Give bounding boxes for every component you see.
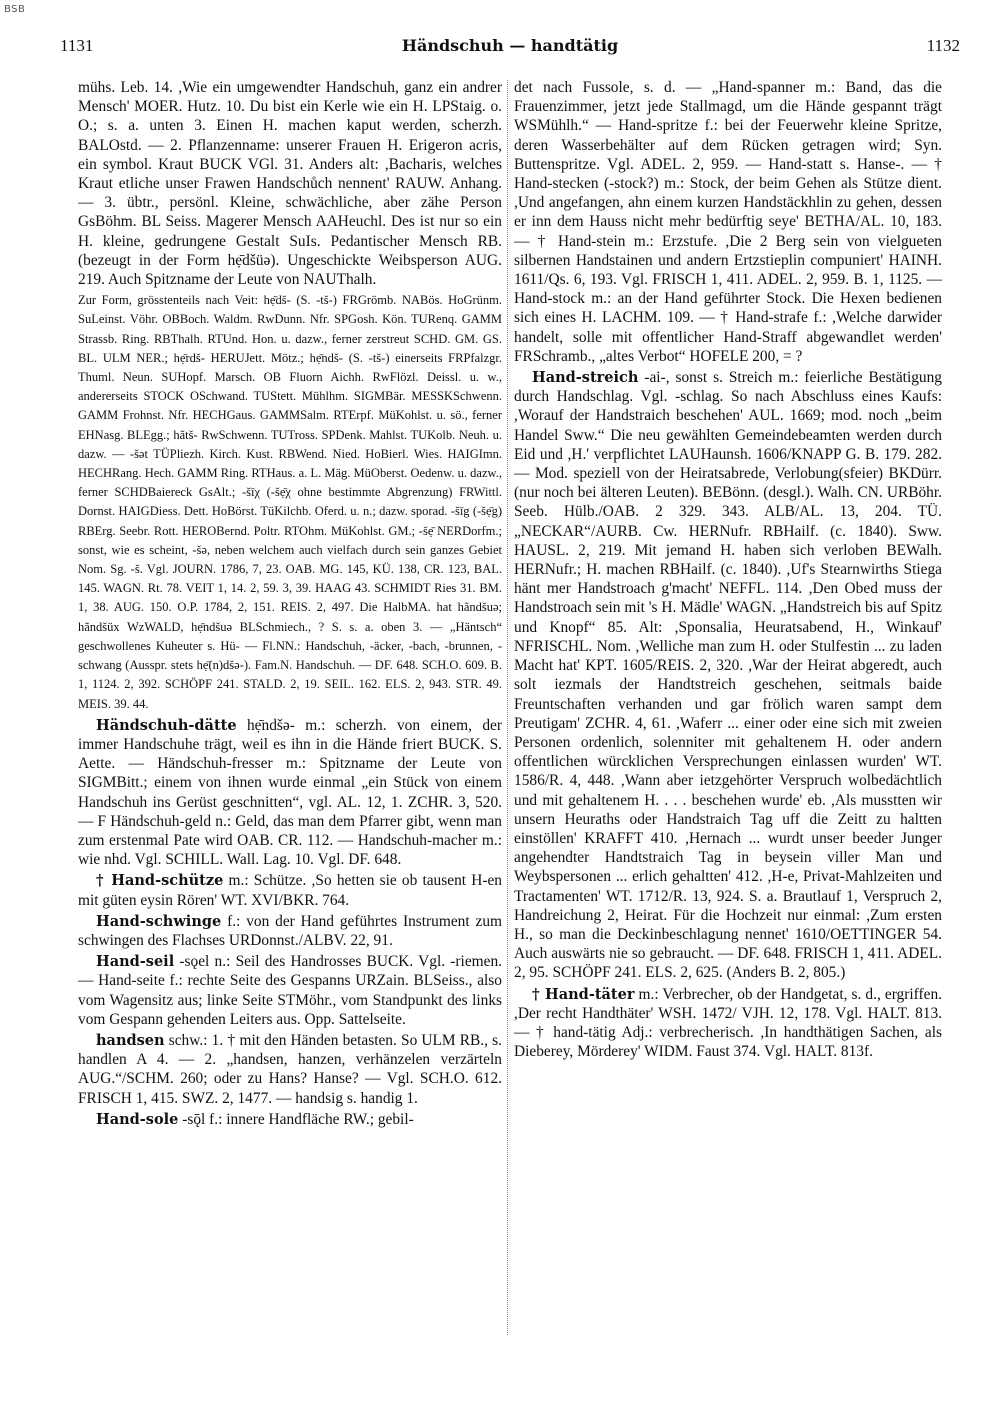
entry-text: f.: von der Hand geführtes Instrument zum schwingen des Flachses URDonnst./ALBV. 22, 91. — [78, 912, 502, 949]
page-number-right: 1132 — [926, 36, 960, 55]
entry-text: -sǫel n.: Seil des Handrosses BUCK. Vgl. -riemen. — Hand-seite f.: rechte Seite des Gespanns URZain. BLSeiss., also vom Wagensitz aus; linke Seite STMöhr., vom Standpunkt des links vom Gespann gehenden Leiters aus. Opp. Sattelseite. — [78, 953, 502, 1028]
headword: † Hand-schütze — [96, 872, 224, 890]
left-column — [78, 78, 502, 1378]
entry-text: hẹ̄ndšə- m.: scherzh. von einem, der immer Handschuhe trägt, weil es ihn in die Hände friert BUCK. S. Aette. — Händschuh-fresser m.: Spitzname der Leute von SIGMBitt.; einem von ihnen wurde einmal „ein Stück von einem Handschuh ins Gerüst geschnitten“, vgl. AL. 12, 1. ZCHR. 3, 520. — F Händschuh-geld n.: Geld, das man dem Pfarrer gibt, wenn man zum erstenmal Pate wird OAB. CR. 112. — Handschuh-macher m.: wie nhd. Vgl. SCHILL. Wall. Lag. 10. Vgl. DF. 648. — [78, 716, 502, 869]
entry-text: mühs. Leb. 14. ,Wie ein umgewendter Handschuh, ganz ein andrer Mensch' MOER. Hutz. 10. Du bist ein Kerle wie ein H. LPStaig. o. O.; s. a. unten 3. Einen H. machen kaput werden, scherzh. BALOstd. — 2. Pflanzenname: unserer Frauen H. Erigeron acris, ein symbol. Kraut BUCK VGl. 31. Anders alt: ,Bacharis, welches Kraut etliche unser Frawen Handschůch nennent' RAUW. Anhang. — 3. übtr., persönl. Kleine, schwächliche, aber zähe Person GsBöhm. BL Seiss. Magerer Mensch AAHeuchl. Des ist nur so ein H. kleine, gedrungene Gestalt SuIs. Pedantischer Mensch RB. (bezeugt in der Form hẹ̄dšüə). Ungeschickte Weibsperson AUG. 219. Auch Spitzname der Leute von NAUThalh. — [78, 79, 502, 289]
entry-text: Zur Form, grösstenteils nach Veit: hẹ̄dš- (S. -tš-) FRGrömb. NABös. HoGrünm. SuLeinst. Vöhr. OBBoch. Waldm. RwDunn. Nfr. SPGosh. Kön. TURenq. GAMM Strassb. Ring. RBThalh. RTUnd. Hon. u. dazw., ferner zerstreut SCHD. GM. GS. BL. ULM NER.; hẹ̄rdš- HERUJett. Mötz.; hẹ̄ndš- (S. -tš-) einerseits FRPfalzgr. Thuml. Neun. SUHopf. Marsch. OB Fluorn Aichh. RwFlözl. Deissl. u. w., andererseits STOCK OSchwand. TUStett. Mühlhm. SIGMBär. MESSKSchwenn. GAMM Frohnst. Nfr. HECHGaus. GAMMSalm. RTErpf. MüKohlst. u. sö., ferner EHNasg. BLEgg.; hãtš- RwSchwenn. TUTross. SPDenk. Mahlst. TUKolb. Neuh. u. dazw. — -šət TÜPliezh. Kirch. Kust. RBWend. Nied. HoBierl. Wies. HAIGImn. HECHRang. Hech. GAMM Ring. RTHaus. a. L. Mäg. MüOberst. Oedenw. u. dazw., ferner SCHDBaiereck GsAlt.; -šīχ (-šẹ̄χ ohne bestimmte Abgrenzung) FRWittl. Dornst. HAIGDiess. Dett. HoBörst. TüKilchb. Oferd. u. n.; dazw. sporad. -šīg (-šẹ̄g) RBErg. Seebr. Rott. HEROBernd. Poltr. RTOhm. MüKohlst. GM.; -šẹ̄ NERDorfm.; sonst, wie es scheint, -šə, neben welchem auch vielfach durch sein ganzes Gebiet Nom. Sg. -š. Vgl. JOURN. 1786, 7, 23. OAB. MG. 145, KÜ. 138, CR. 123, BAL. 145. WAGN. Rt. 78. VEIT 1, 14. 2, 59. 3, 39. HAAG 43. SCHMIDT Ries 31. BM. 1, 38. AUG. 150. O.P. 1784, 2, 151. REIS. 2, 497. Die HalbMA. hat hãndšuə; hãndšüx WzWALD, hẹ̄ndšuə BLSchmiech., ? S. s. a. oben 3. — „Häntsch“ geschwollenes Kuheuter s. Hü- — Fl.NN.: Handschuh, -äcker, -bach, -brunnen, -schwang (Ausspr. stets hẹ̄(n)dšə-). Fam.N. Handschuh. — DF. 648. SCH.O. 609. B. 1, 1124. 2, 392. SCHÖPF 241. STALD. 2, 19. SEIL. 162. ELS. 2, 943. STR. 49. MEIS. 39. 44. — [78, 293, 502, 711]
entry-text: -sǭl f.: innere Handfläche RW.; gebil- — [178, 1110, 414, 1128]
entry-text: schw.: 1. † mit den Händen betasten. So ULM RB., s. handlen A 4. — 2. „handsen, hanzen, verhänzelen verzärteln AUG.“/SCHM. 260; oder zu Hans? Hanse? — Vgl. SCH.O. 612. FRISCH 1, 415. SWZ. 2, 1477. — handsig s. handig 1. — [78, 1031, 502, 1107]
entry-text: m.: Schütze. ,So hetten sie ob tausent H-en mit güten eysin Rören' WT. XVI/BKR. 764. — [78, 872, 502, 909]
dictionary-paragraph — [78, 78, 502, 289]
entry-text: det nach Fussole, s. d. — „Hand-spanner m.: Band, das die Frauenzimmer, jetzt jede Stallmagd, um die Hände gespannt trägt WSMühlh.“ — Hand-spritze f.: bei der Feuerwehr kleine Spritze, deren Wasserbehälter auf dem Rücken getragen wird; Syn. Buttenspritze. Vgl. ADEL. 2, 959. — Hand-statt s. Hanse-. — † Hand-stecken (-stock?) m.: Stock, der beim Gehen als Stütze dient. ,Und angefangen, ahn einem kurzen Handstäckhlin zu gehen, dessen er inn dem Hauss nicht mehr bedürftig seye' BETHA/AL. 10, 183. — † Hand-stein m.: Erzstufe. ,Die 2 Berg sein von vielgueten silbernen Handstainen und andern Ertzstieplin compuniert' HAINH. 1611/Qs. 6, 193. Vgl. FRISCH 1, 411. ADEL. 2, 959. B. 1, 1125. — Hand-stock m.: an der Hand geführter Stock. Die Hexen bedienen sich eines H. LACHM. 109. — † Hand-strafe f.: ,Welche darwider handelt, solle mit offentlicher Hand-Straff abgewandlet werden' FRSchramb., „altes Verbot“ HOFELE 200, = ? — [514, 79, 942, 365]
headword: Hand-seil — [96, 953, 175, 971]
page-number-left: 1131 — [60, 36, 94, 55]
dictionary-paragraph — [78, 716, 502, 870]
headword: handsen — [96, 1031, 165, 1049]
dictionary-paragraph — [514, 368, 942, 983]
headword: † Hand-täter — [532, 985, 635, 1003]
dictionary-paragraph — [78, 952, 502, 1029]
entry-text: m.: Verbrecher, ob der Handgetat, s. d., ergriffen. ,Der recht Handthäter' WSH. 1472/ VJH. 12, 178. Vgl. HALT. 813. — † hand-tätig Adj.: verbrecherisch. ,In handthätigen Sachen, als Dieberey, Mörderey' WIDM. Faust 374. Vgl. HALT. 813f. — [514, 985, 942, 1061]
headword: Hand-sole — [96, 1110, 179, 1128]
right-column — [514, 78, 942, 1378]
entry-text: -ai-, sonst s. Streich m.: feierliche Bestätigung durch Handschlag. Vgl. -schlag. So nach Abschluss eines Kaufs: ,Worauf der Handstraich beschehen' AUL. 1669; mod. noch „beim Handel Sww.“ Die neu gewählten Gemeindebeamten werden durch Eid und ,H.' verpflichtet LAUHaunsh. 1606/KNAPP G. B. 179. 282. — Mod. speziell von der Heiratsabrede, Verlobung(sfeier) BKDürr. (nur noch bei älteren Leuten). BEBönn. (desgl.). Walh. CN. URBöhr. Seeb. Hülb./OAB. 2 329. 343. ALB/AL. 13, 204. TÜ. „NECKAR“/AURB. Cw. HERNufr. RBHailf. (c. 1840). Sww. HAUSL. 2, 219. Mit jemand H. haben sich verloben BEWalh. HERNufr.; H. machen RBHailf. (c. 1840). ,Uf's Stearnwirths Stiega hänt mer Handstroach g'macht' NEFFL. 114. ,Den Obed muss der Handstroach sein mit 's H. Mädle' WAGN. „Handstreich bis auf Spitz und Knopf“ 85. Alt: ,Sponsalia, Heuratsabend, H., Winkauf' NFRISCHL. Nom. ,Welliche man zum H. oder Stulfestin ... zu laden Macht hat' KPT. 1605/REIS. 2, 320. ,War der Heirat abgeredt, auch solt iezmals der Handtstreich geschehen, seitmals baide Freuntschaften verhanden und gar frölich waren sampt dem Preutigam' ZCHR. 4, 61. ,Waferr ... einer oder eine sich mit zweien Personen ordenlich, solenniter mit gehaltenem H. oder andern offentlichen würcklichen Versprechungen einlassen wurden' WT. 1586/R. 4, 448. ,Wann aber ietzgehörter Verspruch wolbedächtlich und mit gehaltenem H. . . . beschehen wurde' eb. ,Als musstten wir unsern Heuraths oder Handstraich Tag uff die Zeitt zu haltten einstöllen' KRAFFT 410. ,Hernach ... wurdt unser beeder Junger angehendter Handtstraich Tag in beysein viller Man und Weybspersonen ... erlich gehaltten' 412. ,H-e, Privat-Mahlzeiten und Tractamenten' WT. 1712/R. 13, 924. S. a. Brautlauf 1, Verspruch 2, Handreichung 2, Heirat. Für die Hochzeit nur einmal: ,Zum ersten H., so man die Deckinbeschlagung nennet' 1610/OETTINGER 54. Auch auswärts nie so gebraucht. — DF. 648. FRISCH 1, 411. ADEL. 2, 95. SCHÖPF 241. ELS. 2, 625. (Anders B. 2, 805.) — [514, 369, 942, 982]
headword: Händschuh-dätte — [96, 716, 237, 734]
running-title: Händschuh — handtätig — [401, 36, 619, 55]
headword: Hand-schwinge — [96, 912, 222, 930]
column-divider — [507, 80, 508, 1335]
dictionary-paragraph — [514, 985, 942, 1062]
dictionary-paragraph — [78, 1110, 502, 1129]
dictionary-paragraph — [78, 912, 502, 950]
headword: Hand-streich — [532, 369, 639, 387]
dictionary-paragraph — [78, 291, 502, 713]
page-header — [60, 36, 960, 62]
dictionary-paragraph — [78, 1031, 502, 1108]
library-stamp: BSB — [4, 4, 26, 15]
dictionary-paragraph — [514, 78, 942, 366]
dictionary-paragraph — [78, 871, 502, 909]
